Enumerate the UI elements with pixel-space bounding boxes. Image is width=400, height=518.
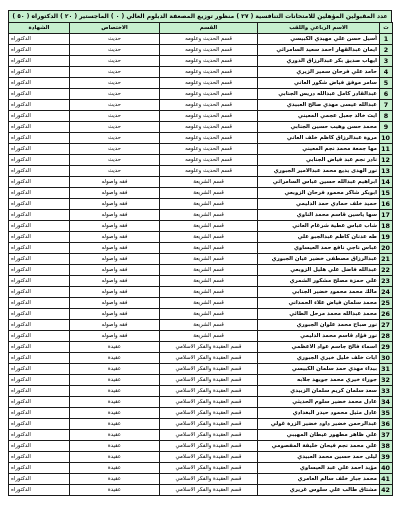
certificate-cell: الدكتوراه <box>9 177 70 188</box>
specialization-cell: فقه واصوله <box>70 298 160 309</box>
certificate-cell: الدكتوراه <box>9 276 70 287</box>
specialization-cell: حديث <box>70 155 160 166</box>
specialization-cell: حديث <box>70 166 160 177</box>
specialization-cell: حديث <box>70 111 160 122</box>
department-cell: قسم الشريعة <box>160 243 258 254</box>
certificate-cell: الدكتوراه <box>9 452 70 463</box>
row-number: 24 <box>380 287 393 298</box>
department-cell: قسم الشريعة <box>160 199 258 210</box>
table-row <box>9 89 393 100</box>
specialization-cell: عقيدة <box>70 485 160 496</box>
certificate-cell: الدكتوراه <box>9 144 70 155</box>
table-row <box>9 397 393 408</box>
table-row <box>9 408 393 419</box>
table-row <box>9 419 393 430</box>
candidate-name: محمد جبار خلف سالم العامري <box>258 474 380 485</box>
candidate-name: مشتاق طالب علي سلوس غريري <box>258 485 380 496</box>
department-cell: قسم العقيدة والفكر الاسلامي <box>160 375 258 386</box>
candidate-name: جوراء خيري محمد جويهد جلابه <box>258 375 380 386</box>
candidate-name: نور صباح محمد علوان الجبوري <box>258 320 380 331</box>
row-number: 22 <box>380 265 393 276</box>
candidate-name: بيداء مهدي حمد سلمان الكبيسي <box>258 364 380 375</box>
certificate-cell: الدكتوراه <box>9 309 70 320</box>
certificate-cell: الدكتوراه <box>9 463 70 474</box>
row-number: 15 <box>380 188 393 199</box>
row-number: 6 <box>380 89 393 100</box>
row-number: 36 <box>380 419 393 430</box>
candidate-name: مروة عبدالرزاق كاظم خلف العاني <box>258 133 380 144</box>
page-title: عدد المقبولين المؤهلين للامتحانات التنافسية ( ٢٧ ) منظور توزيع المصغفة الدبلوم العالي ( ٠ ) الماجستير ( ٢٠ ) الدكتوراه ( ٥٠ ) <box>8 10 392 22</box>
certificate-cell: الدكتوراه <box>9 364 70 375</box>
specialization-cell: عقيدة <box>70 375 160 386</box>
candidate-name: ايهاب صديق بكر عبدالرزاق الدوري <box>258 56 380 67</box>
candidate-name: اسماء فالح جاسم عواد الاعظمي <box>258 342 380 353</box>
certificate-cell: الدكتوراه <box>9 166 70 177</box>
table-row <box>9 441 393 452</box>
specialization-cell: حديث <box>70 100 160 111</box>
row-number: 31 <box>380 364 393 375</box>
department-cell: قسم الشريعة <box>160 265 258 276</box>
certificate-cell: الدكتوراه <box>9 408 70 419</box>
row-number: 2 <box>380 45 393 56</box>
column-header-department: القسم <box>160 23 258 34</box>
certificate-cell: الدكتوراه <box>9 254 70 265</box>
column-header-name: الاسم الرباعي واللقب <box>258 23 380 34</box>
table-row <box>9 430 393 441</box>
table-row <box>9 122 393 133</box>
certificate-cell: الدكتوراه <box>9 188 70 199</box>
specialization-cell: عقيدة <box>70 342 160 353</box>
specialization-cell: فقه واصوله <box>70 276 160 287</box>
department-cell: قسم الحديث وعلومه <box>160 45 258 56</box>
table-row <box>9 485 393 496</box>
specialization-cell: فقه واصوله <box>70 331 160 342</box>
candidate-name: طه عدنان كاظم عبدالجبو علي <box>258 232 380 243</box>
row-number: 1 <box>380 34 393 45</box>
row-number: 35 <box>380 408 393 419</box>
certificate-cell: الدكتوراه <box>9 45 70 56</box>
row-number: 7 <box>380 100 393 111</box>
department-cell: قسم الشريعة <box>160 331 258 342</box>
row-number: 14 <box>380 177 393 188</box>
department-cell: قسم الشريعة <box>160 210 258 221</box>
department-cell: قسم الحديث وعلومه <box>160 166 258 177</box>
specialization-cell: عقيدة <box>70 463 160 474</box>
row-number: 12 <box>380 155 393 166</box>
certificate-cell: الدكتوراه <box>9 474 70 485</box>
certificate-cell: الدكتوراه <box>9 386 70 397</box>
certificate-cell: الدكتوراه <box>9 243 70 254</box>
row-number: 16 <box>380 199 393 210</box>
candidates-table <box>8 22 393 496</box>
department-cell: قسم الشريعة <box>160 298 258 309</box>
row-number: 37 <box>380 430 393 441</box>
table-row <box>9 34 393 45</box>
specialization-cell: فقه واصوله <box>70 210 160 221</box>
certificate-cell: الدكتوراه <box>9 111 70 122</box>
specialization-cell: عقيدة <box>70 364 160 375</box>
department-cell: قسم الشريعة <box>160 177 258 188</box>
specialization-cell: فقه واصوله <box>70 309 160 320</box>
row-number: 39 <box>380 452 393 463</box>
department-cell: قسم العقيدة والفكر الاسلامي <box>160 419 258 430</box>
department-cell: قسم العقيدة والفكر الاسلامي <box>160 441 258 452</box>
candidate-name: عادل محمد خضير سلوم الحديثي <box>258 397 380 408</box>
specialization-cell: فقه واصوله <box>70 221 160 232</box>
candidate-name: علي ظاهر مطهور عيطان المهيبي <box>258 430 380 441</box>
table-row <box>9 342 393 353</box>
candidate-name: ابوبكر شاكر محمود فرحان الزوبعي <box>258 188 380 199</box>
specialization-cell: عقيدة <box>70 474 160 485</box>
certificate-cell: الدكتوراه <box>9 67 70 78</box>
table-row <box>9 452 393 463</box>
department-cell: قسم الشريعة <box>160 309 258 320</box>
department-cell: قسم الحديث وعلومه <box>160 34 258 45</box>
department-cell: قسم الحديث وعلومه <box>160 56 258 67</box>
table-row <box>9 155 393 166</box>
table-row <box>9 463 393 474</box>
row-number: 33 <box>380 386 393 397</box>
row-number: 9 <box>380 122 393 133</box>
specialization-cell: حديث <box>70 34 160 45</box>
specialization-cell: حديث <box>70 56 160 67</box>
department-cell: قسم الشريعة <box>160 188 258 199</box>
specialization-cell: فقه واصوله <box>70 265 160 276</box>
row-number: 32 <box>380 375 393 386</box>
certificate-cell: الدكتوراه <box>9 199 70 210</box>
specialization-cell: عقيدة <box>70 441 160 452</box>
specialization-cell: فقه واصوله <box>70 320 160 331</box>
certificate-cell: الدكتوراه <box>9 78 70 89</box>
row-number: 20 <box>380 243 393 254</box>
candidate-name: ابراهيم عبدالله حسين عباس السامرائي <box>258 177 380 188</box>
candidate-name: محمد سلمان فياض علاء الحمداني <box>258 298 380 309</box>
row-number: 10 <box>380 133 393 144</box>
candidate-name: عبدالقادر كامل عبدالله دريس الجنابي <box>258 89 380 100</box>
table-row <box>9 375 393 386</box>
row-number: 34 <box>380 397 393 408</box>
table-row <box>9 45 393 56</box>
specialization-cell: حديث <box>70 89 160 100</box>
row-number: 29 <box>380 342 393 353</box>
candidate-name: محمد حسن وهيب حسين الجنابي <box>258 122 380 133</box>
candidate-name: عبدالرحمن خضير داود خضير الزرة غولي <box>258 419 380 430</box>
candidate-name: نور فؤاد قاسم محمد الدليمي <box>258 331 380 342</box>
row-number: 26 <box>380 309 393 320</box>
department-cell: قسم الحديث وعلومه <box>160 78 258 89</box>
row-number: 27 <box>380 320 393 331</box>
row-number: 28 <box>380 331 393 342</box>
candidate-name: عباس ناجي نافع حمد العيساوي <box>258 243 380 254</box>
table-row <box>9 364 393 375</box>
table-row <box>9 144 393 155</box>
department-cell: قسم العقيدة والفكر الاسلامي <box>160 474 258 485</box>
table-row <box>9 353 393 364</box>
department-cell: قسم العقيدة والفكر الاسلامي <box>160 342 258 353</box>
table-row <box>9 265 393 276</box>
specialization-cell: فقه واصوله <box>70 188 160 199</box>
candidate-name: شاب عباس عطية شرغام العاني <box>258 221 380 232</box>
table-row <box>9 188 393 199</box>
certificate-cell: الدكتوراه <box>9 56 70 67</box>
table-row <box>9 287 393 298</box>
row-number: 42 <box>380 485 393 496</box>
row-number: 4 <box>380 67 393 78</box>
row-number: 3 <box>380 56 393 67</box>
department-cell: قسم الشريعة <box>160 254 258 265</box>
specialization-cell: فقه واصوله <box>70 287 160 298</box>
certificate-cell: الدكتوراه <box>9 298 70 309</box>
column-header-number: ت <box>380 23 393 34</box>
department-cell: قسم الحديث وعلومه <box>160 122 258 133</box>
certificate-cell: الدكتوراه <box>9 133 70 144</box>
certificate-cell: الدكتوراه <box>9 232 70 243</box>
row-number: 38 <box>380 441 393 452</box>
specialization-cell: فقه واصوله <box>70 177 160 188</box>
certificate-cell: الدكتوراه <box>9 34 70 45</box>
row-number: 30 <box>380 353 393 364</box>
table-row <box>9 166 393 177</box>
certificate-cell: الدكتوراه <box>9 265 70 276</box>
row-number: 5 <box>380 78 393 89</box>
department-cell: قسم العقيدة والفكر الاسلامي <box>160 364 258 375</box>
candidate-name: مالك محمد محمود خضير الجنابي <box>258 287 380 298</box>
candidate-name: ايث خالد جعبل عجمي المعيني <box>258 111 380 122</box>
column-header-specialization: الاختصاص <box>70 23 160 34</box>
row-number: 23 <box>380 276 393 287</box>
certificate-cell: الدكتوراه <box>9 100 70 111</box>
department-cell: قسم العقيدة والفكر الاسلامي <box>160 397 258 408</box>
specialization-cell: عقيدة <box>70 408 160 419</box>
candidate-name: مؤيد احمد علي عبد العيساوي <box>258 463 380 474</box>
specialization-cell: حديث <box>70 45 160 56</box>
candidate-name: محمد عبدالله محمد مرحل الطائي <box>258 309 380 320</box>
specialization-cell: عقيدة <box>70 430 160 441</box>
table-row <box>9 386 393 397</box>
specialization-cell: عقيدة <box>70 419 160 430</box>
row-number: 41 <box>380 474 393 485</box>
table-row <box>9 100 393 111</box>
candidate-name: علي حمزة مصلح مشكور الشمري <box>258 276 380 287</box>
department-cell: قسم العقيدة والفكر الاسلامي <box>160 430 258 441</box>
table-row <box>9 199 393 210</box>
table-row <box>9 67 393 78</box>
certificate-cell: الدكتوراه <box>9 419 70 430</box>
department-cell: قسم العقيدة والفكر الاسلامي <box>160 452 258 463</box>
table-row <box>9 474 393 485</box>
row-number: 13 <box>380 166 393 177</box>
row-number: 21 <box>380 254 393 265</box>
department-cell: قسم العقيدة والفكر الاسلامي <box>160 386 258 397</box>
table-row <box>9 320 393 331</box>
department-cell: قسم العقيدة والفكر الاسلامي <box>160 485 258 496</box>
candidate-name: سعد سلمان كريم سلمان الزبيدي <box>258 386 380 397</box>
department-cell: قسم الحديث وعلومه <box>160 155 258 166</box>
candidate-name: حميد خلف حمادي حمد الدليمي <box>258 199 380 210</box>
table-row <box>9 276 393 287</box>
candidate-name: عبدالله فاضل علي هليل الزوبعي <box>258 265 380 276</box>
candidate-name: نادر نجم عبد فياض الجنابي <box>258 155 380 166</box>
specialization-cell: حديث <box>70 122 160 133</box>
table-row <box>9 221 393 232</box>
row-number: 11 <box>380 144 393 155</box>
department-cell: قسم الحديث وعلومه <box>160 89 258 100</box>
table-row <box>9 309 393 320</box>
candidate-name: عادل مثيل محمود حيدر البغدادي <box>258 408 380 419</box>
specialization-cell: فقه واصوله <box>70 254 160 265</box>
specialization-cell: حديث <box>70 144 160 155</box>
candidate-name: مها جمعة محمد نجم المعيني <box>258 144 380 155</box>
department-cell: قسم الحديث وعلومه <box>160 100 258 111</box>
candidate-name: عبدالله عيسى مهدي صالح العبيدي <box>258 100 380 111</box>
specialization-cell: عقيدة <box>70 452 160 463</box>
certificate-cell: الدكتوراه <box>9 342 70 353</box>
row-number: 18 <box>380 221 393 232</box>
specialization-cell: عقيدة <box>70 397 160 408</box>
candidate-name: ليلى حمد حسين محمد العبيدي <box>258 452 380 463</box>
specialization-cell: عقيدة <box>70 386 160 397</box>
certificate-cell: الدكتوراه <box>9 441 70 452</box>
certificate-cell: الدكتوراه <box>9 287 70 298</box>
candidate-name: ايات خلف خليل خيري الجبوري <box>258 353 380 364</box>
candidate-name: سها ياسين قاسم محمد الناوي <box>258 210 380 221</box>
certificate-cell: الدكتوراه <box>9 221 70 232</box>
table-body <box>9 34 393 496</box>
table-row <box>9 177 393 188</box>
department-cell: قسم الحديث وعلومه <box>160 67 258 78</box>
results-sheet <box>8 10 392 496</box>
certificate-cell: الدكتوراه <box>9 331 70 342</box>
candidate-name: سامر موفق فياض شكور العاني <box>258 78 380 89</box>
candidate-name: حامد علي فرحان سمير الزيري <box>258 67 380 78</box>
table-row <box>9 331 393 342</box>
specialization-cell: عقيدة <box>70 353 160 364</box>
table-row <box>9 298 393 309</box>
certificate-cell: الدكتوراه <box>9 155 70 166</box>
row-number: 19 <box>380 232 393 243</box>
specialization-cell: فقه واصوله <box>70 199 160 210</box>
specialization-cell: حديث <box>70 78 160 89</box>
certificate-cell: الدكتوراه <box>9 397 70 408</box>
candidate-name: عبدالرزاق مصطفى خضير عيان الجبوري <box>258 254 380 265</box>
table-row <box>9 56 393 67</box>
department-cell: قسم الشريعة <box>160 221 258 232</box>
department-cell: قسم الحديث وعلومه <box>160 111 258 122</box>
candidate-name: ايمان عبدالقهار احمد سعيد السامرائي <box>258 45 380 56</box>
row-number: 25 <box>380 298 393 309</box>
table-row <box>9 243 393 254</box>
table-row <box>9 133 393 144</box>
department-cell: قسم الشريعة <box>160 287 258 298</box>
department-cell: قسم الشريعة <box>160 232 258 243</box>
department-cell: قسم الحديث وعلومه <box>160 144 258 155</box>
specialization-cell: فقه واصوله <box>70 232 160 243</box>
department-cell: قسم الشريعة <box>160 276 258 287</box>
table-row <box>9 111 393 122</box>
candidate-name: علي محمد نجم فيحان خليفة المفصومي <box>258 441 380 452</box>
row-number: 40 <box>380 463 393 474</box>
specialization-cell: حديث <box>70 133 160 144</box>
certificate-cell: الدكتوراه <box>9 375 70 386</box>
specialization-cell: حديث <box>70 67 160 78</box>
department-cell: قسم العقيدة والفكر الاسلامي <box>160 408 258 419</box>
certificate-cell: الدكتوراه <box>9 89 70 100</box>
certificate-cell: الدكتوراه <box>9 485 70 496</box>
certificate-cell: الدكتوراه <box>9 353 70 364</box>
department-cell: قسم العقيدة والفكر الاسلامي <box>160 463 258 474</box>
candidate-name: نور الهدى يديع محمد عبدالامير الجبوري <box>258 166 380 177</box>
table-header-row <box>9 23 393 34</box>
row-number: 17 <box>380 210 393 221</box>
table-row <box>9 232 393 243</box>
table-row <box>9 78 393 89</box>
row-number: 8 <box>380 111 393 122</box>
department-cell: قسم الحديث وعلومه <box>160 133 258 144</box>
department-cell: قسم العقيدة والفكر الاسلامي <box>160 353 258 364</box>
table-row <box>9 210 393 221</box>
column-header-certificate: الشهادة <box>9 23 70 34</box>
specialization-cell: فقه واصوله <box>70 243 160 254</box>
certificate-cell: الدكتوراه <box>9 320 70 331</box>
certificate-cell: الدكتوراه <box>9 122 70 133</box>
certificate-cell: الدكتوراه <box>9 430 70 441</box>
department-cell: قسم الشريعة <box>160 320 258 331</box>
table-row <box>9 254 393 265</box>
candidate-name: أسيل حسن علي مهيدي الكبيسي <box>258 34 380 45</box>
certificate-cell: الدكتوراه <box>9 210 70 221</box>
